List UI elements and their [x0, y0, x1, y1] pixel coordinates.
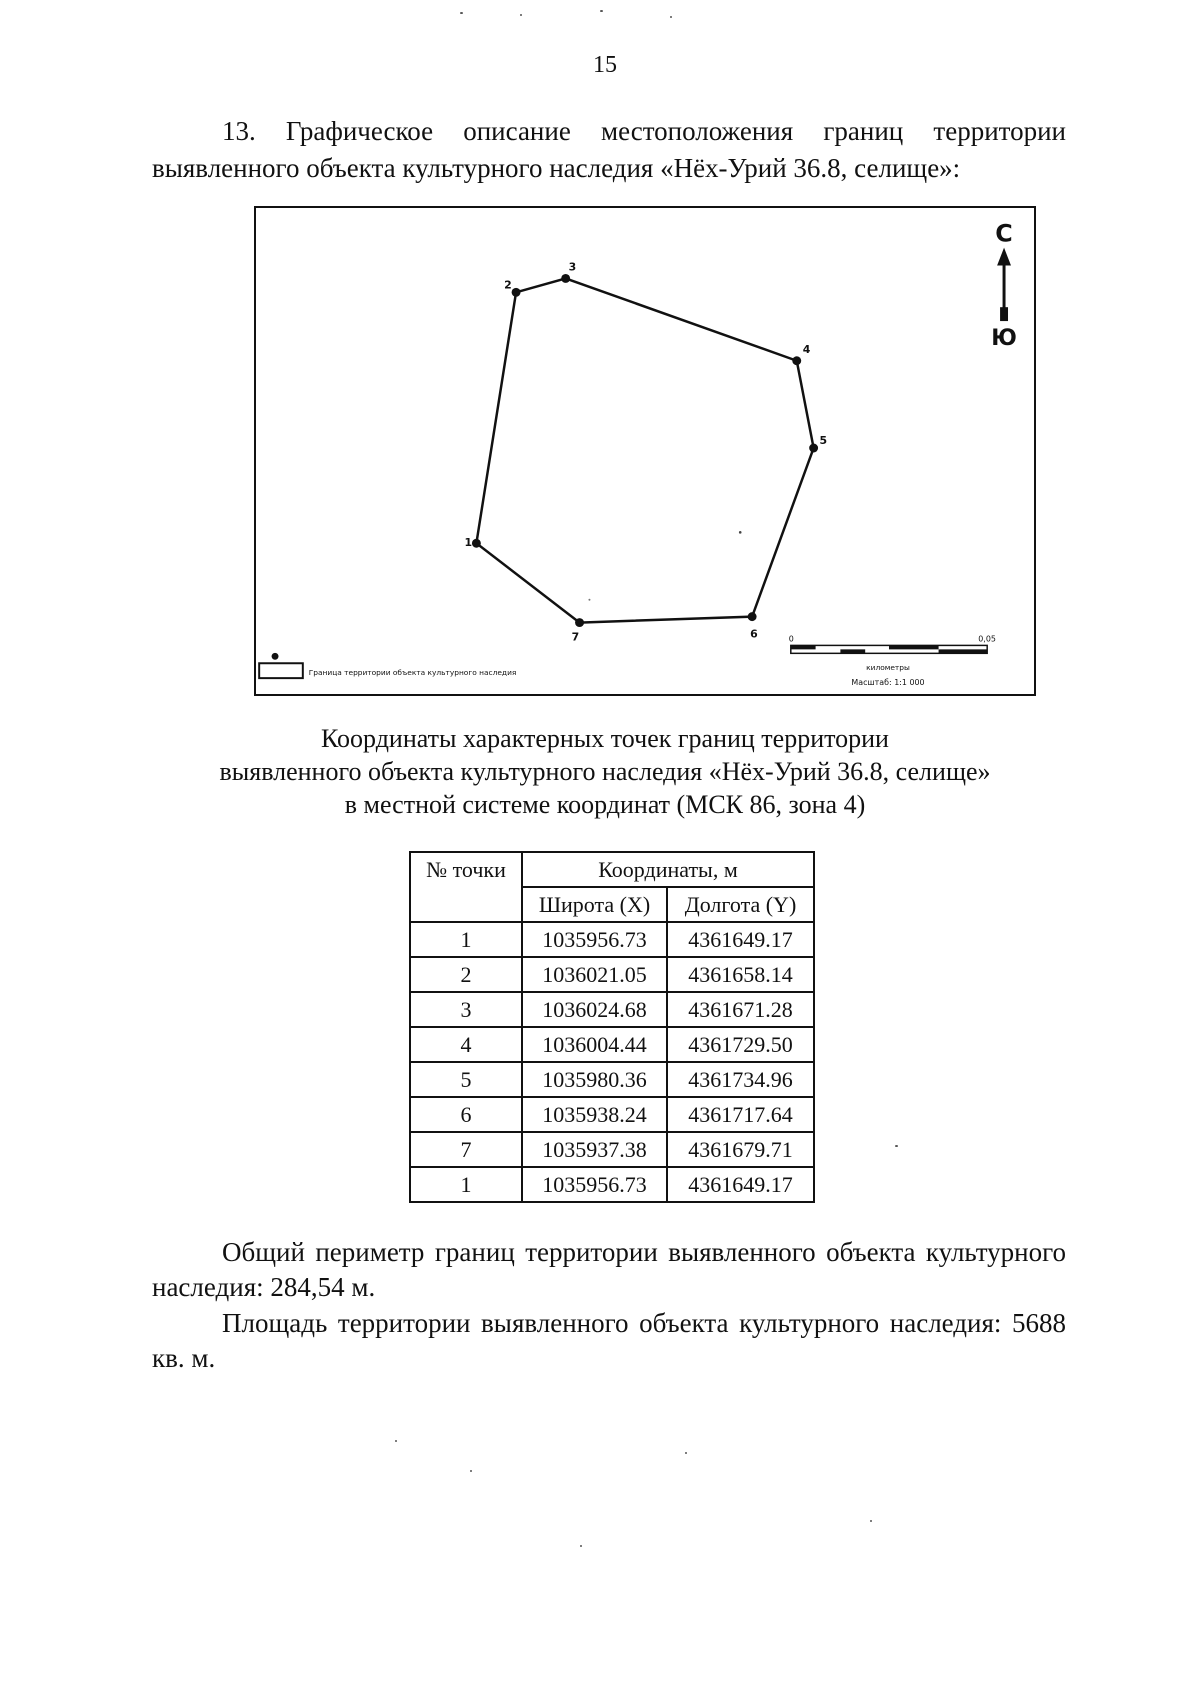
cell-point: 3 — [410, 992, 522, 1027]
table-row — [410, 957, 814, 992]
cell-x: 1035937.38 — [522, 1132, 667, 1167]
cell-point: 1 — [410, 922, 522, 957]
page-number: 15 — [593, 52, 617, 78]
cell-point: 2 — [410, 957, 522, 992]
summary-block — [152, 1235, 1066, 1377]
vertex-7 — [575, 618, 584, 627]
cell-point: 7 — [410, 1132, 522, 1167]
north-arrow-icon — [997, 248, 1011, 266]
scale-end-label: 0,05 — [978, 634, 996, 644]
header-longitude-y: Долгота (Y) — [667, 887, 814, 922]
scan-speck — [470, 1470, 472, 1472]
cell-point: 5 — [410, 1062, 522, 1097]
caption-line-3: в местной системе координат (МСК 86, зона 4) — [344, 790, 866, 819]
boundary-map — [254, 206, 1036, 696]
scan-speck — [670, 16, 672, 18]
boundary-vertices — [472, 274, 818, 627]
cell-y: 4361679.71 — [667, 1132, 814, 1167]
section-heading: 13. Графическое описание местоположения границ территории выявленного объекта культурного наследия «Нёх-Урий 36.8, селище»: — [152, 116, 1066, 183]
cell-x: 1036004.44 — [522, 1027, 667, 1062]
cell-point: 4 — [410, 1027, 522, 1062]
cell-x: 1036021.05 — [522, 957, 667, 992]
table-row — [410, 1167, 814, 1202]
north-arrow — [991, 220, 1017, 351]
vertex-label-2: 2 — [504, 278, 512, 292]
south-label: Ю — [991, 325, 1017, 351]
vertex-4 — [792, 356, 801, 365]
cell-y: 4361729.50 — [667, 1027, 814, 1062]
cell-y: 4361649.17 — [667, 1167, 814, 1202]
cell-x: 1036024.68 — [522, 992, 667, 1027]
legend — [259, 653, 516, 678]
header-coordinates: Координаты, м — [522, 852, 814, 887]
table-row — [410, 922, 814, 957]
coordinates-table — [409, 851, 815, 1203]
vertex-3 — [561, 274, 570, 283]
cell-x: 1035938.24 — [522, 1097, 667, 1132]
scale-bar — [789, 634, 996, 687]
cell-y: 4361658.14 — [667, 957, 814, 992]
table-row — [410, 992, 814, 1027]
vertex-label-7: 7 — [571, 630, 580, 644]
table-row — [410, 1132, 814, 1167]
cell-y: 4361717.64 — [667, 1097, 814, 1132]
scan-speck — [600, 10, 603, 12]
scan-speck — [395, 1440, 397, 1442]
scan-speck — [685, 1452, 687, 1454]
scale-ratio-label: Масштаб: 1:1 000 — [851, 678, 925, 688]
north-label: С — [995, 219, 1013, 248]
boundary-map-svg — [256, 208, 1034, 694]
table-header-row — [410, 852, 814, 887]
header-latitude-x: Широта (X) — [522, 887, 667, 922]
legend-swatch — [259, 663, 303, 678]
vertex-label-1: 1 — [464, 536, 473, 550]
vertex-label-6: 6 — [750, 627, 758, 641]
caption-line-1: Координаты характерных точек границ территории — [321, 724, 889, 753]
scan-speck — [870, 1520, 872, 1522]
table-row — [410, 1062, 814, 1097]
boundary-polygon — [476, 278, 813, 622]
cell-x: 1035956.73 — [522, 1167, 667, 1202]
table-caption — [0, 722, 1200, 821]
vertex-2 — [512, 288, 521, 297]
legend-label: Граница территории объекта культурного наследия — [308, 668, 517, 678]
perimeter-text: Общий периметр границ территории выявленного объекта культурного наследия: 284,54 м. — [152, 1237, 1066, 1302]
cell-x: 1035956.73 — [522, 922, 667, 957]
header-point-number: № точки — [410, 852, 522, 922]
cell-y: 4361649.17 — [667, 922, 814, 957]
vertex-label-4: 4 — [802, 342, 811, 356]
cell-point: 6 — [410, 1097, 522, 1132]
scan-speck — [895, 1145, 898, 1147]
vertex-label-5: 5 — [819, 434, 828, 448]
scan-speck — [460, 12, 463, 14]
scale-start-label: 0 — [788, 634, 794, 644]
vertex-5 — [809, 444, 818, 453]
scale-units-label: километры — [866, 663, 910, 673]
cell-y: 4361671.28 — [667, 992, 814, 1027]
vertex-6 — [748, 612, 757, 621]
scan-speck — [520, 14, 522, 16]
cell-point: 1 — [410, 1167, 522, 1202]
table-row — [410, 1097, 814, 1132]
table-row — [410, 1027, 814, 1062]
scan-speck — [580, 1545, 582, 1547]
cell-x: 1035980.36 — [522, 1062, 667, 1097]
cell-y: 4361734.96 — [667, 1062, 814, 1097]
caption-line-2: выявленного объекта культурного наследия «Нёх-Урий 36.8, селище» — [219, 757, 991, 786]
vertex-label-3: 3 — [568, 260, 577, 274]
vertex-1 — [472, 539, 481, 548]
area-text: Площадь территории выявленного объекта культурного наследия: 5688 кв. м. — [152, 1308, 1066, 1373]
